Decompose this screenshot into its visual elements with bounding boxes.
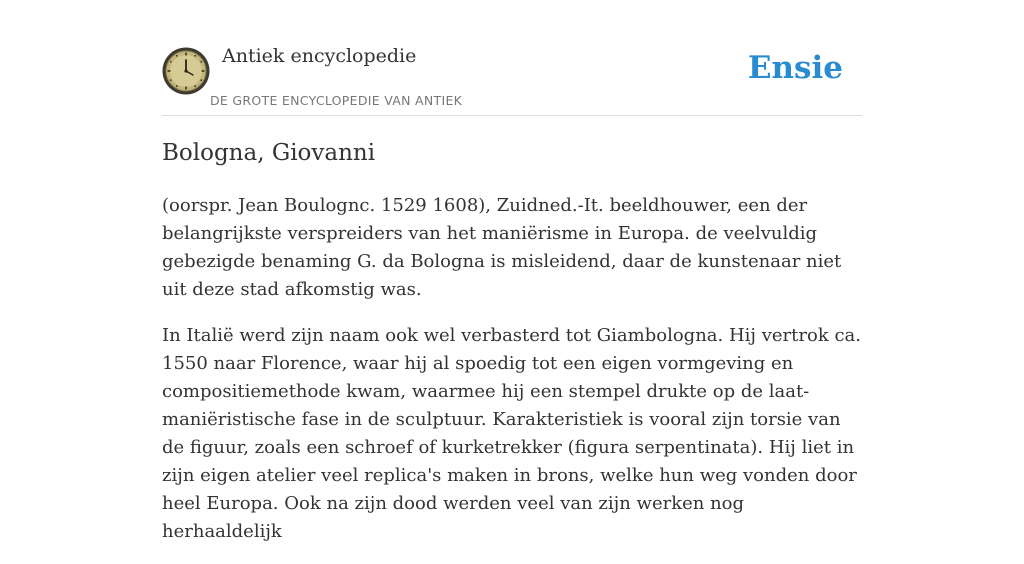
antique-clock-icon[interactable]: [162, 47, 210, 95]
site-title[interactable]: Antiek encyclopedie: [222, 45, 417, 67]
site-subtitle: DE GROTE ENCYCLOPEDIE VAN ANTIEK: [210, 93, 463, 108]
article-paragraph: (oorspr. Jean Boulognc. 1529 1608), Zuidned.-It. beeldhouwer, een der belangrijkste verspreiders van het maniërisme in Europa. de veelvuldig gebezigde benaming G. da Bologna is misleidend, daar de kunstenaar niet uit deze stad afkomstig was.: [162, 195, 842, 300]
article-body: [162, 192, 866, 564]
article-paragraph: In Italië werd zijn naam ook wel verbasterd tot Giambologna. Hij vertrok ca. 1550 naar Florence, waar hij al spoedig tot een eigen vormgeving en compositiemethode kwam, waarmee hij een stempel drukte op de laat-maniëristische fase in de sculptuur. Karakteristiek is vooral zijn torsie van de figuur, zoals een schroef of kurketrekker (figura serpentinata). Hij liet in zijn eigen atelier veel replica's maken in brons, welke hun weg vonden door heel Europa. Ook na zijn dood werden veel van zijn werken nog herhaaldelijk: [162, 325, 861, 542]
header-divider: [162, 115, 862, 116]
article-title: Bologna, Giovanni: [162, 140, 376, 166]
ensie-logo-link[interactable]: Ensie: [747, 50, 843, 86]
